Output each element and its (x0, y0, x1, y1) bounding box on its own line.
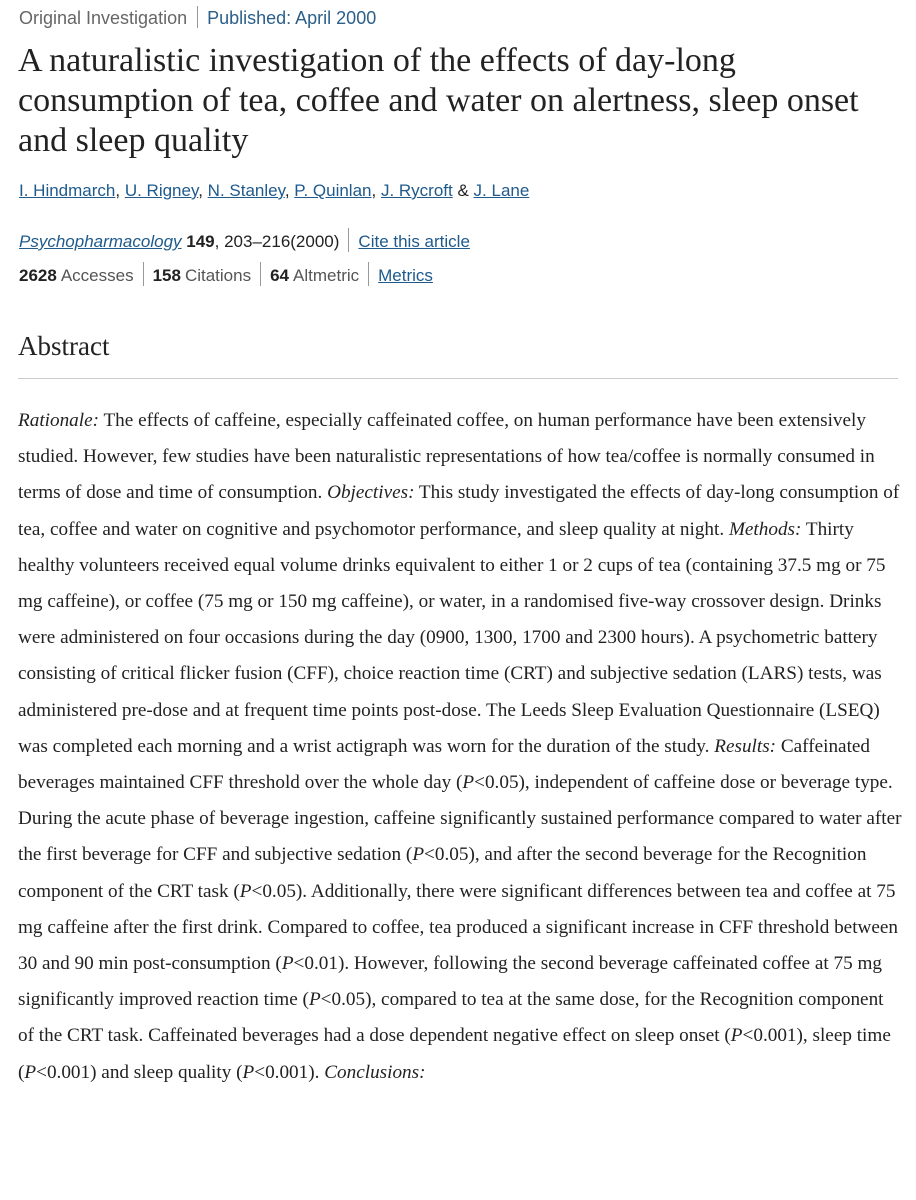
article-title: A naturalistic investigation of the effects of day-long consumption of tea, coffee and water on alertness, sleep onset and sleep quality (18, 42, 859, 159)
objectives-text: This study investigated the effects of day-long consumption of tea, coffee and water on cognitive and psychomotor performance, and sleep quality at night. (18, 482, 900, 540)
results-label: Results: (714, 735, 777, 757)
citations-count: 158 (152, 266, 181, 285)
abstract-heading: Abstract (18, 331, 110, 361)
metrics-divider (143, 262, 144, 286)
rationale-label: Rationale: (18, 410, 99, 431)
conclusions-label: Conclusions: (324, 1061, 426, 1083)
citations-label: Citations (184, 266, 252, 285)
author-separator: , (198, 181, 208, 200)
journal-link[interactable]: Psychopharmacology (19, 232, 182, 251)
accesses-count: 2628 (19, 266, 57, 285)
metrics-divider (368, 262, 369, 286)
article-meta (19, 6, 376, 29)
section-divider (18, 378, 898, 379)
p-value-symbol: P (281, 953, 294, 975)
altmetric-count: 64 (270, 266, 290, 285)
p-value-symbol: P (24, 1061, 37, 1083)
results-segment: <0.01). However, following the second beverage caffeinated coffee at 75 mg significantly improved reaction time ( (18, 953, 883, 1011)
author-link[interactable]: N. Stanley (207, 181, 285, 200)
author-link[interactable]: J. Lane (473, 181, 530, 200)
author-separator: , (284, 181, 295, 200)
author-link[interactable]: P. Quinlan (294, 181, 372, 200)
citation-divider (348, 228, 349, 252)
author-separator: & (452, 181, 474, 200)
results-segment: <0.001) and sleep quality ( (36, 1061, 243, 1083)
metrics-link[interactable]: Metrics (378, 266, 433, 285)
results-text (18, 736, 902, 1083)
abstract-text (18, 403, 904, 1091)
p-value-symbol: P (412, 844, 425, 866)
altmetric-label: Altmetric (293, 266, 360, 285)
methods-text: Thirty healthy volunteers received equal volume drinks equivalent to either 1 or 2 cups of tea (containing 37.5 mg or 75 mg caffeine), or coffee (75 mg or 150 mg caffeine), or water, in a randomised five-way crossover design. Drinks were administered on four occasions during the day (0900, 1300, 1700 and 2300 hours). A psychometric battery consisting of critical flicker fusion (CFF), choice reaction time (CRT) and subjective sedation (LARS) tests, was administered pre-dose and at frequent time points post-dose. The Leeds Sleep Evaluation Questionnaire (LSEQ) was completed each morning and a wrist actigraph was worn for the duration of the study. (18, 518, 886, 757)
volume-number: 149 (186, 232, 215, 251)
results-segment: <0.001), sleep time ( (18, 1025, 891, 1083)
results-segment: <0.001). (254, 1061, 320, 1083)
p-value-symbol: P (308, 989, 321, 1011)
author-list (19, 181, 529, 201)
results-segment: <0.05). Additionally, there were significant differences between tea and coffee at 75 mg caffeine after the first drink. Compared to coffee, tea produced a significant increase in CFF threshold between 30 and 90 min post-consumption ( (18, 880, 899, 975)
results-segment: <0.05), and after the second beverage for the Recognition component of the CRT task ( (18, 844, 867, 902)
p-value-symbol: P (462, 772, 475, 794)
metrics-bar (19, 262, 433, 286)
meta-divider (197, 6, 198, 28)
published-date: Published: April 2000 (207, 8, 377, 28)
author-link[interactable]: U. Rigney (124, 181, 199, 200)
citation-line (19, 228, 470, 252)
pages-year: , 203–216(2000) (214, 232, 340, 251)
author-link[interactable]: J. Rycroft (380, 181, 453, 200)
author-separator: , (371, 181, 381, 200)
rationale-text: The effects of caffeine, especially caffeinated coffee, on human performance have been extensively studied. However, few studies have been naturalistic representations of how tea/coffee is normally consumed in terms of dose and time of consumption. (18, 410, 875, 504)
methods-label: Methods: (728, 518, 802, 540)
p-value-symbol: P (242, 1061, 255, 1083)
author-separator: , (115, 181, 125, 200)
metrics-divider (260, 262, 261, 286)
author-link[interactable]: I. Hindmarch (19, 181, 116, 200)
accesses-label: Accesses (60, 266, 134, 285)
objectives-label: Objectives: (327, 482, 415, 504)
results-segment: <0.05), independent of caffeine dose or beverage type. During the acute phase of beverage ingestion, caffeine significantly sustained performance compared to water after the first beverage for CFF and subjective sedation ( (18, 772, 902, 866)
p-value-symbol: P (730, 1025, 743, 1047)
results-segment: Caffeinated beverages maintained CFF threshold over the whole day ( (18, 735, 871, 794)
cite-this-article-link[interactable]: Cite this article (358, 232, 470, 251)
p-value-symbol: P (239, 880, 252, 902)
results-segment: <0.05), compared to tea at the same dose, for the Recognition component of the CRT task. Caffeinated beverages had a dose dependent negative effect on sleep onset ( (18, 989, 884, 1047)
article-type: Original Investigation (19, 8, 188, 28)
